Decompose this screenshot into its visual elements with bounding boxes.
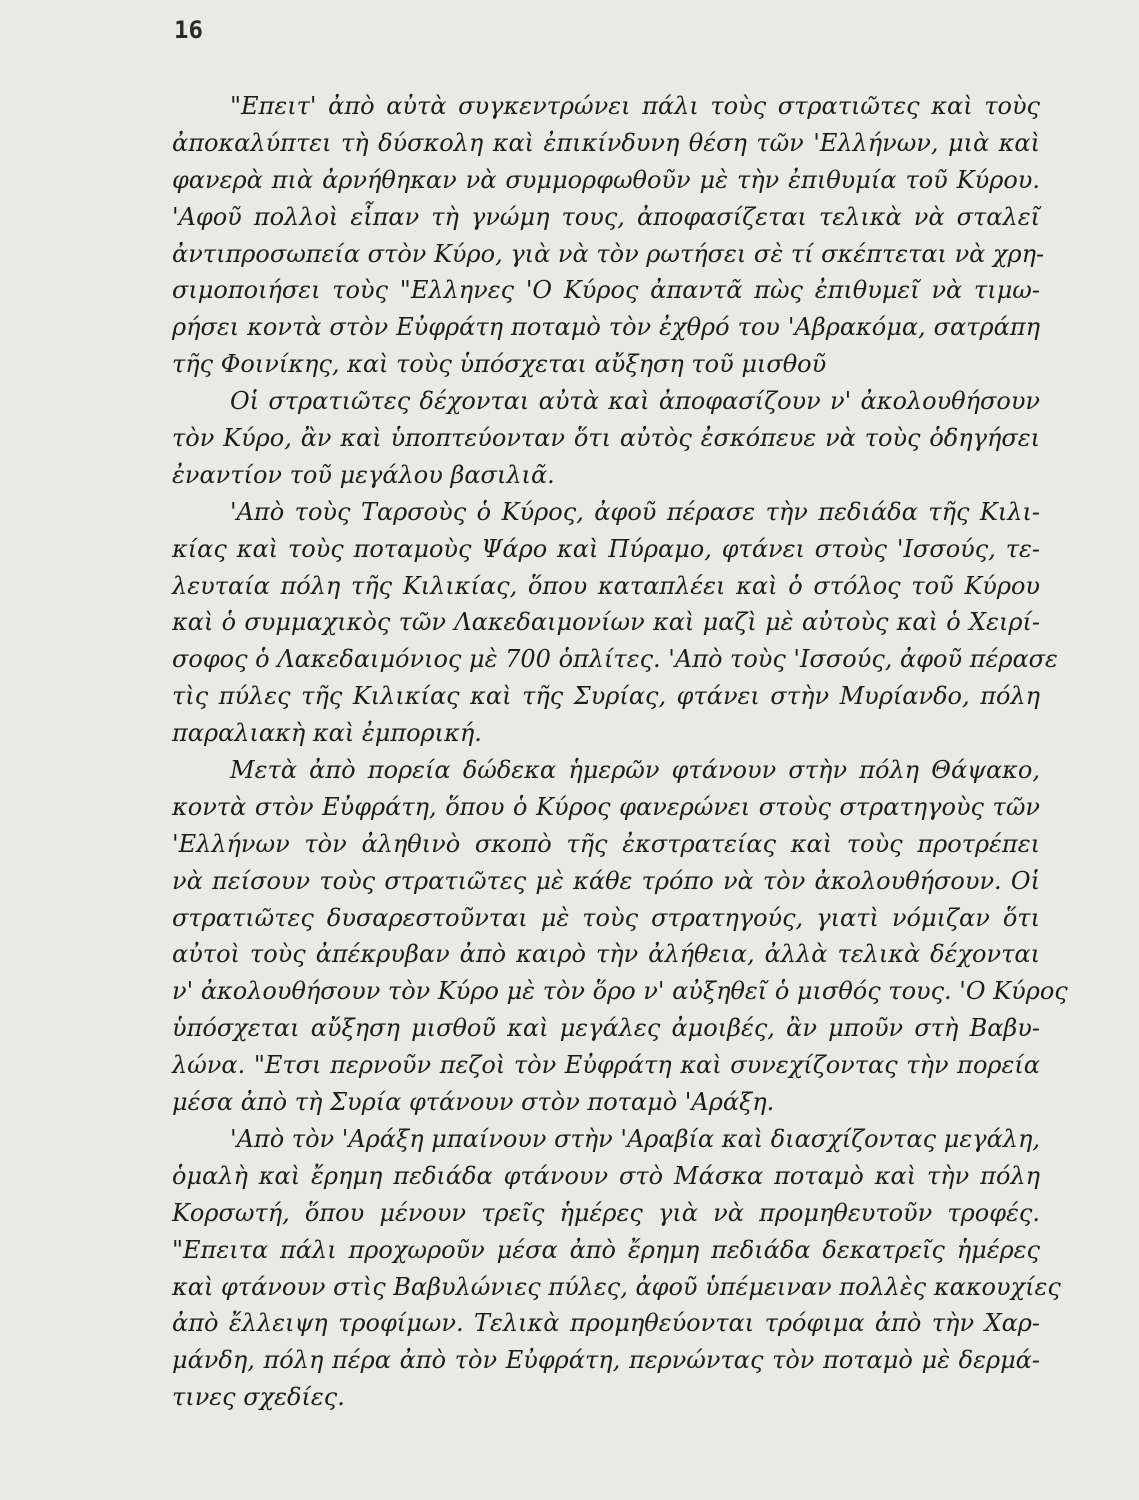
text-line: σιμοποιήσει τοὺς "Ελληνες 'Ο Κύρος ἀπαντᾶ πὼς ἐπιθυμεῖ νὰ τιμω- <box>172 276 1040 305</box>
paragraph <box>172 383 1040 494</box>
text-line: λευταία πόλη τῆς Κιλικίας, ὅπου καταπλέει καὶ ὁ στόλος τοῦ Κύρου <box>172 571 1040 600</box>
text-line: 'Απὸ τὸν 'Αράξη μπαίνουν στὴν 'Αραβία καὶ διασχίζοντας μεγάλη, <box>230 1124 1040 1153</box>
text-line: ὁμαλὴ καὶ ἔρημη πεδιάδα φτάνουν στὸ Μάσκα ποταμὸ καὶ τὴν πόλη <box>172 1161 1040 1190</box>
text-line: ἀπὸ ἔλλειψη τροφίμων. Τελικὰ προμηθεύονται τρόφιμα ἀπὸ τὴν Χαρ- <box>172 1309 1040 1338</box>
text-line: καὶ ὁ συμμαχικὸς τῶν Λακεδαιμονίων καὶ μαζὶ μὲ αὐτοὺς καὶ ὁ Χειρί- <box>172 608 1040 637</box>
text-line: 'Ελλήνων τὸν ἀληθινὸ σκοπὸ τῆς ἐκστρατείας καὶ τοὺς προτρέπει <box>172 829 1040 858</box>
paragraph <box>172 88 1045 383</box>
text-line: φανερὰ πιὰ ἀρνήθηκαν νὰ συμμορφωθοῦν μὲ τὴν ἐπιθυμία τοῦ Κύρου. <box>172 165 1040 194</box>
text-line: σοφος ὁ Λακεδαιμόνιος μὲ 700 ὁπλίτες. 'Απὸ τοὺς 'Ισσούς, ἀφοῦ πέρασε <box>172 645 1058 674</box>
text-line: τὸν Κύρο, ἂν καὶ ὑποπτεύονταν ὅτι αὐτὸς ἐσκόπευε νὰ τοὺς ὁδηγήσει <box>172 424 1040 453</box>
text-line: νὰ πείσουν τοὺς στρατιῶτες μὲ κάθε τρόπο νὰ τὸν ἀκολουθήσουν. Οἱ <box>172 866 1040 895</box>
text-line: μάνδη, πόλη πέρα ἀπὸ τὸν Εὐφράτη, περνώντας τὸν ποταμὸ μὲ δερμά- <box>172 1346 1040 1375</box>
text-line: ν' ἀκολουθήσουν τὸν Κύρο μὲ τὸν ὅρο ν' αὐξηθεῖ ὁ μισθός τους. 'Ο Κύρος <box>172 977 1068 1006</box>
text-line: "Επειτα πάλι προχωροῦν μέσα ἀπὸ ἔρημη πεδιάδα δεκατρεῖς ἡμέρες <box>172 1235 1040 1264</box>
paragraph <box>172 1121 1061 1416</box>
text-line: κίας καὶ τοὺς ποταμοὺς Ψάρο καὶ Πύραμο, φτάνει στοὺς 'Ισσούς, τε- <box>172 534 1040 563</box>
text-line: Οἱ στρατιῶτες δέχονται αὐτὰ καὶ ἀποφασίζουν ν' ἀκολουθήσουν <box>230 387 1040 416</box>
text-line: ρήσει κοντὰ στὸν Εὐφράτη ποταμὸ τὸν ἐχθρό του 'Αβρακόμα, σατράπη <box>172 313 1040 342</box>
text-line: ἐναντίον τοῦ μεγάλου βασιλιᾶ. <box>172 460 555 489</box>
text-line: ἀποκαλύπτει τὴ δύσκολη καὶ ἐπικίνδυνη θέση τῶν 'Ελλήνων, μιὰ καὶ <box>172 128 1040 157</box>
page-number: 16 <box>174 16 203 44</box>
text-line: μέσα ἀπὸ τὴ Συρία φτάνουν στὸν ποταμὸ 'Αράξη. <box>172 1088 775 1117</box>
text-line: στρατιῶτες δυσαρεστοῦνται μὲ τοὺς στρατηγούς, γιατὶ νόμιζαν ὅτι <box>172 903 1040 932</box>
text-line: λώνα. "Ετσι περνοῦν πεζοὶ τὸν Εὐφράτη καὶ συνεχίζοντας τὴν πορεία <box>172 1051 1040 1080</box>
text-line: 'Απὸ τοὺς Ταρσοὺς ὁ Κύρος, ἀφοῦ πέρασε τὴν πεδιάδα τῆς Κιλι- <box>230 497 1040 526</box>
text-line: κοντὰ στὸν Εὐφράτη, ὅπου ὁ Κύρος φανερώνει στοὺς στρατηγοὺς τῶν <box>172 792 1040 821</box>
paragraph <box>172 752 1068 1121</box>
text-line: τὶς πύλες τῆς Κιλικίας καὶ τῆς Συρίας, φτάνει στὴν Μυρίανδο, πόλη <box>172 682 1040 711</box>
text-line: ἀντιπροσωπεία στὸν Κύρο, γιὰ νὰ τὸν ρωτήσει σὲ τί σκέπτεται νὰ χρη- <box>172 239 1045 268</box>
text-line: Μετὰ ἀπὸ πορεία δώδεκα ἡμερῶν φτάνουν στὴν πόλη Θάψακο, <box>230 756 1040 785</box>
text-line: παραλιακὴ καὶ ἐμπορική. <box>172 719 482 748</box>
text-line: ὑπόσχεται αὔξηση μισθοῦ καὶ μεγάλες ἀμοιβές, ἂν μποῦν στὴ Βαβυ- <box>172 1014 1040 1043</box>
text-line: αὐτοὶ τοὺς ἀπέκρυβαν ἀπὸ καιρὸ τὴν ἀλήθεια, ἀλλὰ τελικὰ δέχονται <box>172 940 1040 969</box>
text-line: τῆς Φοινίκης, καὶ τοὺς ὑπόσχεται αὔξηση τοῦ μισθοῦ <box>172 350 827 379</box>
paragraph <box>172 494 1058 752</box>
text-line: Κορσωτή, ὅπου μένουν τρεῖς ἡμέρες γιὰ νὰ προμηθευτοῦν τροφές. <box>172 1198 1040 1227</box>
body-text <box>172 88 1068 1416</box>
text-line: "Επειτ' ἀπὸ αὐτὰ συγκεντρώνει πάλι τοὺς στρατιῶτες καὶ τοὺς <box>230 92 1040 120</box>
text-line: 'Αφοῦ πολλοὶ εἶπαν τὴ γνώμη τους, ἀποφασίζεται τελικὰ νὰ σταλεῖ <box>172 202 1040 231</box>
text-line: τινες σχεδίες. <box>172 1383 345 1412</box>
text-line: καὶ φτάνουν στὶς Βαβυλώνιες πύλες, ἀφοῦ ὑπέμειναν πολλὲς κακουχίες <box>172 1272 1061 1301</box>
